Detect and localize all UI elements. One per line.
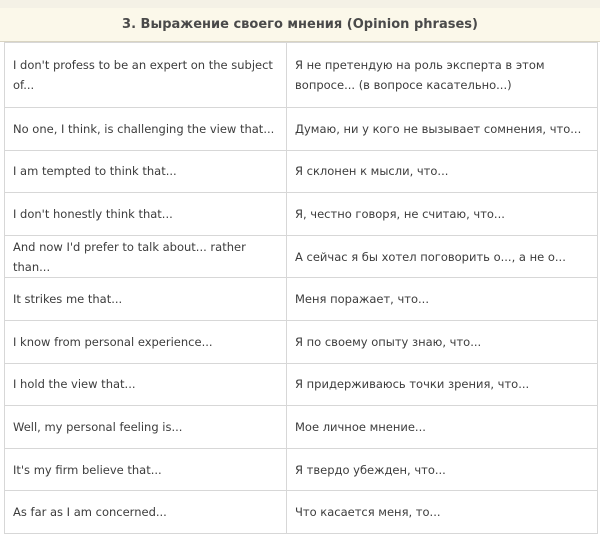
table-row — [5, 363, 598, 406]
table-row — [5, 448, 598, 491]
russian-phrase: Меня поражает, что... — [287, 278, 598, 321]
english-phrase: Well, my personal feeling is... — [5, 406, 287, 449]
table-row — [5, 43, 598, 108]
russian-phrase: А сейчас я бы хотел поговорить о..., а не о... — [287, 235, 598, 278]
russian-phrase: Мое личное мнение... — [287, 406, 598, 449]
table-row — [5, 235, 598, 278]
russian-phrase: Думаю, ни у кого не вызывает сомнения, что... — [287, 108, 598, 151]
table-row — [5, 320, 598, 363]
english-phrase: I don't profess to be an expert on the subject of... — [5, 43, 287, 108]
english-phrase: I don't honestly think that... — [5, 193, 287, 236]
russian-phrase: Я твердо убежден, что... — [287, 448, 598, 491]
russian-phrase: Я по своему опыту знаю, что... — [287, 320, 598, 363]
table-row — [5, 108, 598, 151]
english-phrase: It's my firm believe that... — [5, 448, 287, 491]
table-row — [5, 150, 598, 193]
english-phrase: And now I'd prefer to talk about... rather than... — [5, 235, 287, 278]
table-row — [5, 278, 598, 321]
english-phrase: I am tempted to think that... — [5, 150, 287, 193]
english-phrase: I know from personal experience... — [5, 320, 287, 363]
english-phrase: As far as I am concerned... — [5, 491, 287, 534]
phrases-table — [4, 42, 598, 534]
table-row — [5, 491, 598, 534]
russian-phrase: Я склонен к мысли, что... — [287, 150, 598, 193]
english-phrase: No one, I think, is challenging the view that... — [5, 108, 287, 151]
top-strip — [0, 0, 600, 8]
table-header — [0, 8, 600, 42]
table-row — [5, 406, 598, 449]
russian-phrase: Я не претендую на роль эксперта в этом вопросе... (в вопросе касательно...) — [287, 43, 598, 108]
russian-phrase: Я придерживаюсь точки зрения, что... — [287, 363, 598, 406]
russian-phrase: Что касается меня, то... — [287, 491, 598, 534]
english-phrase: It strikes me that... — [5, 278, 287, 321]
table-row — [5, 193, 598, 236]
russian-phrase: Я, честно говоря, не считаю, что... — [287, 193, 598, 236]
english-phrase: I hold the view that... — [5, 363, 287, 406]
table-title: 3. Выражение своего мнения (Opinion phrases) — [122, 17, 478, 32]
